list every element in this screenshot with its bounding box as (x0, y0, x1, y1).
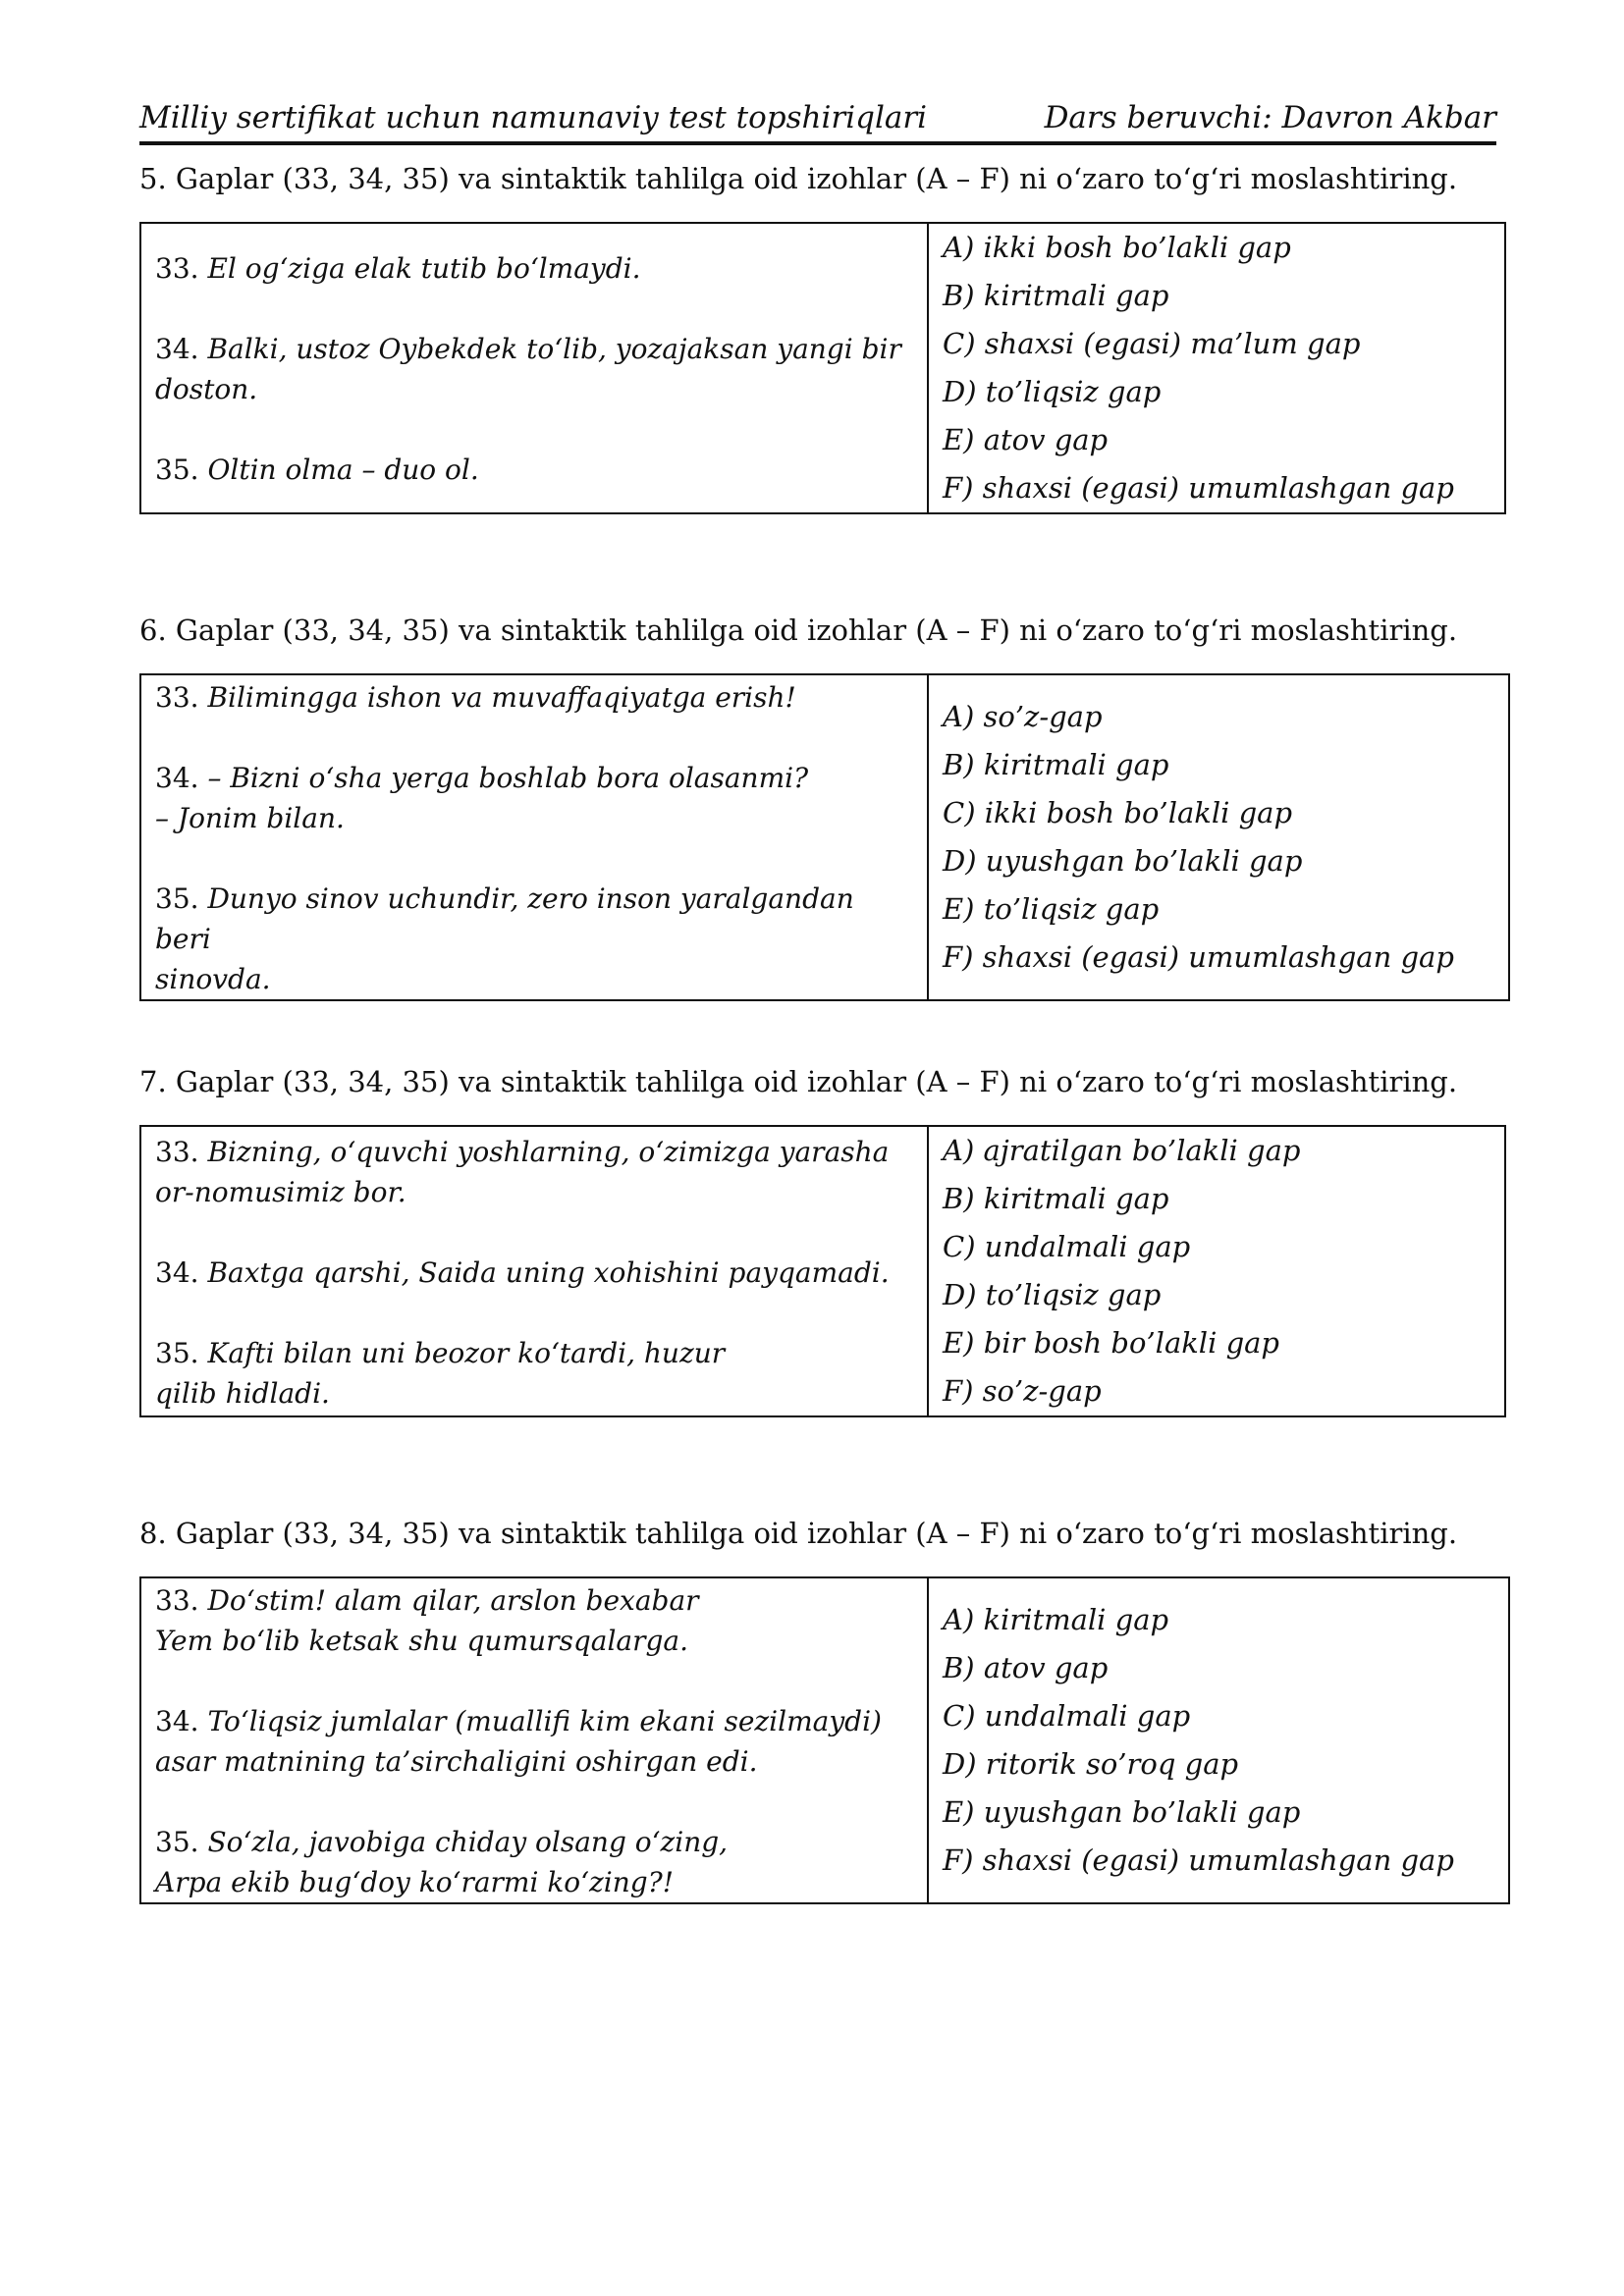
sentence-number: 34. (155, 762, 199, 794)
option-text: shaxsi (egasi) umumlashgan gap (982, 471, 1454, 505)
sentence-item (155, 1822, 915, 1902)
sentence-item (155, 758, 915, 838)
sentences-column (140, 223, 928, 513)
sentence-line (155, 1621, 915, 1661)
sentences-column (140, 1126, 928, 1416)
option-item (943, 1319, 1492, 1367)
sentence-number: 35. (155, 454, 199, 486)
option-text: shaxsi (egasi) umumlashgan gap (982, 940, 1454, 974)
sentence-line (155, 1580, 915, 1621)
sentence-item (155, 248, 915, 289)
sentence-text: Bilimingga ishon va muvaffaqiyatga erish! (207, 681, 796, 714)
page-header (139, 96, 1496, 145)
option-label: B) (943, 279, 975, 312)
sentence-text: Balki, ustoz Oybekdek to‘lib, yozajaksan yangi bir (207, 333, 901, 365)
sentence-text: Do‘stim! alam qilar, arslon bexabar (207, 1584, 699, 1617)
sentence-text: doston. (155, 373, 258, 405)
option-item (943, 1127, 1492, 1175)
sentence-number: 33. (155, 681, 199, 714)
sentence-line (155, 798, 915, 838)
option-item (943, 741, 1496, 789)
option-text: atov gap (983, 423, 1109, 456)
sentence-item (155, 1701, 915, 1782)
sentence-text: sinovda. (155, 963, 271, 995)
matching-table (139, 673, 1510, 1001)
sentence-item (155, 1132, 915, 1212)
sentence-line (155, 1701, 915, 1741)
sentence-number: 34. (155, 1705, 199, 1737)
option-label: A) (943, 231, 975, 264)
option-item (943, 837, 1496, 885)
option-text: to’liqsiz gap (983, 892, 1160, 926)
option-item (943, 320, 1492, 368)
task-prompt: 8. Gaplar (33, 34, 35) va sintaktik tahlilga oid izohlar (A – F) ni o‘zaro to‘g‘ri moslashtiring. (139, 1517, 1458, 1550)
option-text: undalmali gap (984, 1699, 1191, 1733)
sentence-text: qilib hidladi. (155, 1376, 330, 1410)
option-item (943, 1692, 1496, 1740)
sentence-item (155, 879, 915, 999)
option-label: A) (943, 1134, 975, 1167)
options-column (928, 1126, 1505, 1416)
task-prompt: 5. Gaplar (33, 34, 35) va sintaktik tahlilga oid izohlar (A – F) ni o‘zaro to‘g‘ri moslashtiring. (139, 162, 1458, 195)
sentence-text: Arpa ekib bug‘doy ko‘rarmi ko‘zing?! (155, 1866, 674, 1898)
sentence-number: 33. (155, 1135, 199, 1168)
option-label: F) (943, 1374, 974, 1408)
sentence-text: So‘zla, javobiga chiday olsang o‘zing, (207, 1826, 729, 1858)
option-text: atov gap (983, 1651, 1109, 1684)
sentence-line (155, 248, 915, 289)
sentence-item (155, 329, 915, 409)
task-8 (139, 1514, 1514, 1904)
header-author: Dars beruvchi: Davron Akbar (1044, 100, 1496, 135)
option-text: uyushgan bo’lakli gap (983, 1795, 1301, 1829)
sentence-line (155, 959, 915, 999)
option-label: C) (943, 796, 976, 829)
option-item (943, 1644, 1496, 1692)
option-item (943, 885, 1496, 934)
option-label: D) (943, 375, 977, 408)
option-item (943, 1740, 1496, 1789)
option-label: C) (943, 1699, 976, 1733)
sentence-line (155, 1373, 915, 1414)
sentence-line (155, 329, 915, 369)
sentence-text: To‘liqsiz jumlalar (muallifi kim ekani sezilmaydi) (207, 1705, 882, 1737)
option-text: kiritmali gap (983, 1182, 1169, 1215)
sentence-text: Bizning, o‘quvchi yoshlarning, o‘zimizga yarasha (207, 1135, 890, 1168)
header-title: Milliy sertifikat uchun namunaviy test topshiriqlari (139, 100, 928, 135)
option-text: to’liqsiz gap (985, 1278, 1162, 1311)
option-text: ritorik so’roq gap (985, 1747, 1239, 1781)
option-label: D) (943, 844, 977, 878)
sentence-line (155, 369, 915, 409)
sentence-line (155, 1822, 915, 1862)
option-item (943, 464, 1492, 512)
option-label: A) (943, 700, 975, 733)
sentence-item (155, 1580, 915, 1661)
sentence-text: – Jonim bilan. (155, 802, 345, 834)
matching-table (139, 1576, 1510, 1904)
task-prompt: 7. Gaplar (33, 34, 35) va sintaktik tahlilga oid izohlar (A – F) ni o‘zaro to‘g‘ri moslashtiring. (139, 1065, 1458, 1098)
task-6 (139, 611, 1514, 1001)
sentence-line (155, 677, 915, 718)
sentence-number: 34. (155, 333, 199, 365)
option-item (943, 934, 1496, 982)
option-text: uyushgan bo’lakli gap (985, 844, 1303, 878)
matching-table (139, 222, 1506, 514)
option-text: so’z-gap (983, 700, 1103, 733)
option-item (943, 1271, 1492, 1319)
sentence-number: 35. (155, 882, 199, 915)
sentence-line (155, 1862, 915, 1902)
option-item (943, 1223, 1492, 1271)
option-label: B) (943, 1182, 975, 1215)
option-text: ikki bosh bo’lakli gap (983, 231, 1291, 264)
option-label: F) (943, 471, 974, 505)
sentence-text: Yem bo‘lib ketsak shu qumursqalarga. (155, 1625, 689, 1657)
option-label: A) (943, 1603, 975, 1636)
sentence-line (155, 1132, 915, 1172)
matching-table (139, 1125, 1506, 1417)
sentence-line (155, 1741, 915, 1782)
sentence-line (155, 879, 915, 959)
option-text: shaxsi (egasi) umumlashgan gap (982, 1843, 1454, 1877)
sentences-column (140, 674, 928, 1000)
option-item (943, 224, 1492, 272)
sentence-number: 33. (155, 1584, 199, 1617)
sentence-line (155, 758, 915, 798)
sentence-item (155, 450, 915, 490)
options-column (928, 223, 1505, 513)
option-item (943, 416, 1492, 464)
option-text: shaxsi (egasi) ma’lum gap (984, 327, 1361, 360)
sentence-number: 35. (155, 1336, 199, 1369)
sentence-text: – Bizni o‘sha yerga boshlab bora olasanmi? (207, 762, 809, 794)
sentence-text: Dunyo sinov uchundir, zero inson yaralgandan beri (155, 882, 854, 955)
sentence-text: or-nomusimiz bor. (155, 1175, 406, 1208)
sentence-text: asar matnining ta’sirchaligini oshirgan edi. (155, 1745, 758, 1778)
option-item (943, 368, 1492, 416)
task-5 (139, 159, 1514, 514)
option-item (943, 693, 1496, 741)
option-label: C) (943, 327, 976, 360)
option-text: kiritmali gap (983, 279, 1169, 312)
option-text: ikki bosh bo’lakli gap (984, 796, 1293, 829)
option-item (943, 789, 1496, 837)
option-item (943, 1596, 1496, 1644)
option-text: kiritmali gap (983, 748, 1169, 781)
option-item (943, 1175, 1492, 1223)
options-column (928, 674, 1509, 1000)
sentence-item (155, 1253, 915, 1293)
option-text: to’liqsiz gap (985, 375, 1162, 408)
option-label: C) (943, 1230, 976, 1263)
option-label: E) (943, 1326, 975, 1360)
sentence-number: 34. (155, 1255, 199, 1289)
option-item (943, 272, 1492, 320)
sentence-item (155, 1333, 915, 1414)
option-item (943, 1367, 1492, 1415)
option-label: F) (943, 1843, 974, 1877)
option-label: B) (943, 1651, 975, 1684)
option-label: E) (943, 892, 975, 926)
option-label: B) (943, 748, 975, 781)
option-label: D) (943, 1747, 977, 1781)
sentence-number: 33. (155, 252, 199, 285)
sentence-line (155, 1253, 915, 1293)
sentence-item (155, 677, 915, 718)
option-label: E) (943, 1795, 975, 1829)
sentence-line (155, 1172, 915, 1212)
sentence-text: Oltin olma – duo ol. (207, 454, 479, 486)
option-item (943, 1837, 1496, 1885)
task-7 (139, 1062, 1514, 1417)
task-prompt: 6. Gaplar (33, 34, 35) va sintaktik tahlilga oid izohlar (A – F) ni o‘zaro to‘g‘ri moslashtiring. (139, 614, 1458, 647)
option-item (943, 1789, 1496, 1837)
sentences-column (140, 1577, 928, 1903)
sentence-text: Baxtga qarshi, Saida uning xohishini payqamadi. (207, 1255, 890, 1289)
option-text: undalmali gap (984, 1230, 1191, 1263)
sentence-line (155, 450, 915, 490)
option-text: so’z-gap (982, 1374, 1102, 1408)
option-label: E) (943, 423, 975, 456)
sentence-text: El og‘ziga elak tutib bo‘lmaydi. (207, 252, 641, 285)
option-label: F) (943, 940, 974, 974)
sentence-text: Kafti bilan uni beozor ko‘tardi, huzur (207, 1336, 726, 1369)
option-text: kiritmali gap (983, 1603, 1169, 1636)
sentence-number: 35. (155, 1826, 199, 1858)
options-column (928, 1577, 1509, 1903)
option-label: D) (943, 1278, 977, 1311)
option-text: ajratilgan bo’lakli gap (983, 1134, 1301, 1167)
sentence-line (155, 1333, 915, 1373)
option-text: bir bosh bo’lakli gap (983, 1326, 1279, 1360)
